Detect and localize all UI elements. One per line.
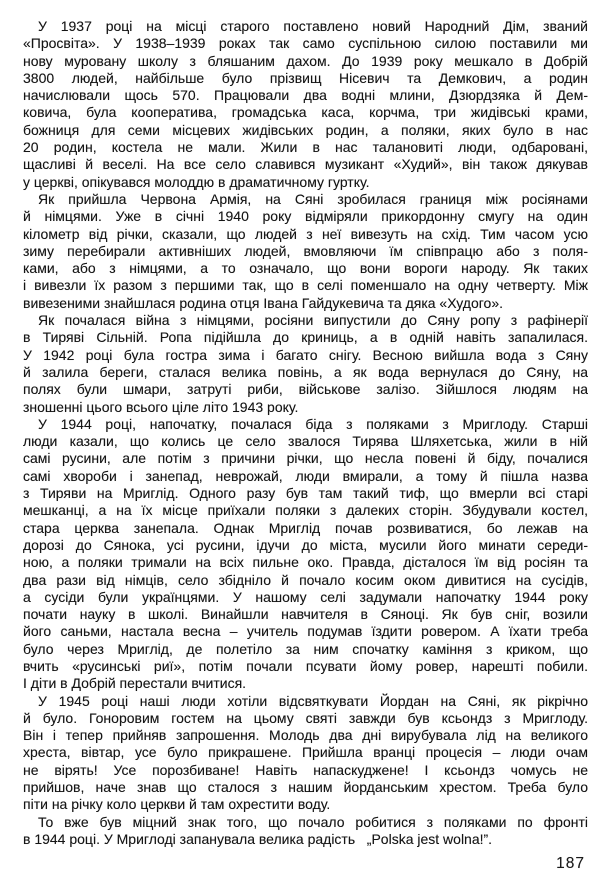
- paragraph: [23, 18, 588, 191]
- text-line: начислювали щось 570. Працювали два водні млини, Дзюрдзяка й Дем-: [23, 87, 588, 104]
- text-line: зиму перебирали активніших людей, вмовляючи їм співпрацю або з поля-: [23, 242, 588, 259]
- text-line: вчить «русинські риї», потім почали псувати йому ровер, нарешті побили.: [23, 657, 588, 674]
- text-line: і вивезли їх разом з першими так, що в селі поменшало на одну четверту. Між: [23, 277, 588, 294]
- paragraph: [23, 416, 588, 693]
- text-line: прийшов, наче знав що сталося з нашим йорданським хрестом. Треба було: [23, 779, 588, 796]
- text-line: ками, або з німцями, а то означало, що вони вороги народу. Як таких: [23, 260, 588, 277]
- text-line: У 1937 році на місці старого поставлено новий Народний Дім, званий: [38, 18, 588, 34]
- text-line: божниця для семи місцевих жидівських родин, а поляки, яких було в нас: [23, 121, 588, 138]
- text-line: У 1942 році була гостра зима і багато снігу. Весною вийшла вода з Сяну: [23, 346, 588, 363]
- text-line: щасливі й веселі. На все село славився музикант «Худий», він також дякував: [23, 156, 588, 173]
- text-line: люди казали, що колись це село звалося Тирява Шляхетська, жили в ній: [23, 433, 588, 450]
- text-line: його саньми, настала весна – учитель подумав їздити ровером. А їхати треба: [23, 623, 588, 640]
- text-line: Як почалася війна з німцями, росіяни випустили до Сяну ропу з рафінерії: [38, 312, 588, 329]
- text-line: стара церква занепала. Однак Мриглід почав розвиватися, бо лежав на: [23, 519, 588, 536]
- text-line: вивезеними знайшлася родина отця Івана Гайдукевича та дяка «Худого».: [23, 294, 503, 311]
- paragraph: [23, 814, 588, 849]
- text-line: піти на річку коло церкви й там охрестити воду.: [23, 796, 331, 813]
- text-line: хреста, вівтар, усе було прикрашене. Прийшла вранці процесія – люди очам: [23, 744, 588, 761]
- text-line: з Тиряви на Мриглід. Одного разу був там такий тиф, що вмерли всі старі: [23, 485, 588, 502]
- text-line: То вже був міцний знак того, що почало робитися з поляками по фронті: [38, 813, 588, 830]
- text-line: кілометр від річки, сказали, що людей з неї вивезуть на схід. Тим часом усю: [23, 225, 588, 242]
- text-line: не вірять! Усе порозбиване! Навіть напаскуджене! І ксьондз чомусь не: [23, 761, 588, 778]
- text-line: й німцями. Уже в січні 1940 року відміряли прикордонну смугу на один: [23, 208, 588, 225]
- text-line: У 1945 році наші люди хотіли відсвяткувати Йордан на Сяні, як рікрічно: [38, 692, 588, 709]
- text-line: зношенні цього всього ціле літо 1943 року.: [23, 398, 299, 415]
- text-line: дорозі до Сянока, усі русини, ідучи до міста, мусили його минати середи-: [23, 536, 588, 553]
- text-line: полях були шмари, затруті риби, військове залізо. Зійшлося людям на: [23, 381, 588, 398]
- text-line: самі хвороби і занепад, неврожай, люди вмирали, а тому й пішла назва: [23, 467, 588, 484]
- text-line: 20 родин, костела не мали. Жили в нас талановиті люди, одбаровані,: [23, 139, 588, 156]
- text-line: Він і тепер прийняв запрошення. Молодь два дні вирубувала лід на великого: [23, 727, 588, 744]
- text-line: два рази від німців, село збідніло й почало косим оком дивитися на сусідів,: [23, 571, 588, 588]
- text-line: 3800 людей, найбільше було прізвищ Нісевич та Демкович, а родин: [23, 69, 588, 86]
- text-line: нову муровану школу з бляшаним дахом. До 1939 року мешкало в Добрій: [23, 52, 588, 69]
- text-line: було через Мриглід, де полетіло за ним спочатку каміння з криком, що: [23, 640, 588, 657]
- page-number: 187: [556, 855, 585, 872]
- text-line: самі русини, але потім з причини річки, що несла повені й біду, почалися: [23, 450, 588, 467]
- text-line: мешканці, а на їх місце приїхали поляки з далеких сторін. Збудували костел,: [23, 502, 588, 519]
- paragraph: [23, 191, 588, 312]
- text-line: й залила береги, сталася велика повінь, а як вода вернулася до Сяну, на: [23, 363, 588, 380]
- text-line: почати науку в школі. Винайшли навчителя в Сяноці. Як був сніг, возили: [23, 606, 588, 623]
- text-block: [23, 18, 588, 848]
- text-line: в Тиряві Сільній. Ропа підійшла до криниць, а в одній навіть запалилася.: [23, 329, 588, 346]
- text-line: Як прийшла Червона Армія, на Сяні зробилася границя між росіянами: [38, 190, 588, 207]
- paragraph: [23, 312, 588, 416]
- text-line: в 1944 році. У Мриглоді запанувала велика радість „Polska jest wolna!”.: [23, 830, 493, 847]
- paragraph: [23, 693, 588, 814]
- text-line: ковича, була кооператива, громадська каса, корчма, три жидівські крами,: [23, 104, 588, 121]
- text-line: а сусіди були українцями. У нашому селі задумали напочатку 1944 року: [23, 588, 588, 605]
- text-line: І діти в Добрій перестали вчитися.: [23, 675, 247, 692]
- text-line: у церкві, опікувався молоддю в драматичному гуртку.: [23, 173, 370, 190]
- text-line: «Просвіта». У 1938–1939 роках так само суспільною силою поставили ми: [23, 35, 588, 52]
- text-line: й було. Гоноровим гостем на цьому святі завжди був ксьондз з Мриглоду.: [23, 709, 588, 726]
- text-line: ною, а поляки тримали на всіх пильне око. Правда, дісталося їм від росіян та: [23, 554, 588, 571]
- text-line: У 1944 році, напочатку, почалася біда з поляками з Мриглоду. Старші: [38, 415, 588, 432]
